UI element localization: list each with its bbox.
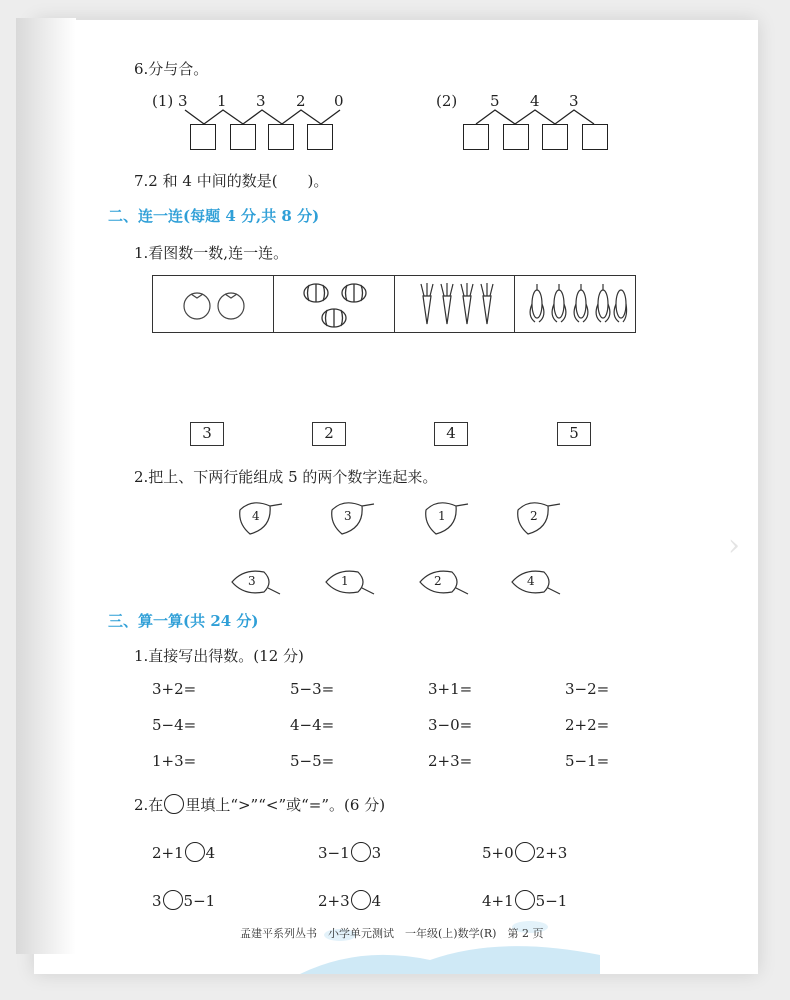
section3-title: 三、算一算(共 24 分) [108, 612, 259, 630]
compare-circle[interactable] [185, 842, 205, 862]
carrot-icon [395, 276, 513, 331]
leaf-top-1-label: 4 [252, 509, 260, 523]
leaf-top-3-label: 1 [438, 509, 446, 523]
compare-circle[interactable] [163, 890, 183, 910]
leaf-bottom-1-label: 3 [248, 574, 256, 588]
corn-icon [515, 276, 633, 331]
compare-right: 4 [205, 844, 216, 862]
calc-2-1[interactable]: 5−4= [152, 716, 197, 734]
leaf-top-1-icon[interactable] [236, 498, 286, 538]
carrot-cell[interactable] [395, 276, 516, 332]
q6-answer-box-4[interactable] [307, 124, 333, 150]
calc-1-4[interactable]: 3−2= [565, 680, 610, 698]
q6-part2-box-4[interactable] [582, 124, 608, 150]
q6-part2-top-2: 4 [530, 92, 540, 110]
compare-circle[interactable] [515, 842, 535, 862]
number-box-1[interactable]: 3 [190, 422, 224, 446]
number-box-3[interactable]: 4 [434, 422, 468, 446]
number-box-4[interactable]: 5 [557, 422, 591, 446]
q6-part2-box-3[interactable] [542, 124, 568, 150]
calc-2-4[interactable]: 2+2= [565, 716, 610, 734]
q6-part2-top-3: 3 [569, 92, 579, 110]
footer-text: 孟建平系列丛书 小学单元测试 一年级(上)数学(R) 第 2 页 [240, 927, 544, 940]
q6-title: 6.分与合。 [134, 60, 209, 78]
compare-circle[interactable] [351, 842, 371, 862]
q6-part1-top-4: 2 [296, 92, 306, 110]
calc-1-1[interactable]: 3+2= [152, 680, 197, 698]
calc-1-3[interactable]: 3+1= [428, 680, 473, 698]
number-box-2[interactable]: 2 [312, 422, 346, 446]
compare-right: 5−1 [535, 892, 568, 910]
compare-left: 3 [152, 892, 162, 910]
compare-1-2 [318, 842, 381, 862]
leaf-top-4-icon[interactable] [514, 498, 564, 538]
section3-q2-suffix: 里填上“>”“<”或“=”。(6 分) [185, 796, 386, 814]
leaf-bottom-3-label: 2 [434, 574, 442, 588]
compare-left: 2+3 [318, 892, 350, 910]
section2-q2: 2.把上、下两行能组成 5 的两个数字连起来。 [134, 468, 438, 486]
compare-left: 3−1 [318, 844, 350, 862]
compare-right: 4 [371, 892, 382, 910]
q6-part1-label: (1) [152, 92, 174, 110]
leaf-bottom-2-label: 1 [341, 574, 349, 588]
q6-answer-box-1[interactable] [190, 124, 216, 150]
leaf-bottom-3-icon[interactable] [418, 566, 474, 598]
calc-3-3[interactable]: 2+3= [428, 752, 473, 770]
compare-left: 4+1 [482, 892, 514, 910]
q7-text: 7.2 和 4 中间的数是( )。 [134, 172, 329, 190]
q6-part2-label: (2) [436, 92, 458, 110]
leaf-bottom-4-label: 4 [527, 574, 535, 588]
leaf-bottom-1-icon[interactable] [230, 566, 286, 598]
circle-icon [164, 794, 184, 814]
compare-2-1 [152, 890, 215, 910]
q6-part2-top-1: 5 [490, 92, 500, 110]
section3-q2-prefix: 2.在 [134, 796, 164, 814]
compare-left: 2+1 [152, 844, 184, 862]
picture-table [152, 275, 636, 333]
q6-part1-top-5: 0 [334, 92, 344, 110]
worksheet-page [34, 20, 758, 974]
q6-part1-top-1: 3 [178, 92, 188, 110]
section3-q2 [134, 794, 385, 815]
calc-2-3[interactable]: 3−0= [428, 716, 473, 734]
compare-right: 3 [371, 844, 382, 862]
compare-1-1 [152, 842, 215, 862]
section2-q1: 1.看图数一数,连一连。 [134, 244, 289, 262]
pumpkin-icon [274, 276, 392, 331]
leaf-top-2-icon[interactable] [328, 498, 378, 538]
q6-answer-box-2[interactable] [230, 124, 256, 150]
leaf-bottom-2-icon[interactable] [324, 566, 380, 598]
compare-1-3 [482, 842, 567, 862]
calc-3-2[interactable]: 5−5= [290, 752, 335, 770]
compare-left: 5+0 [482, 844, 514, 862]
corn-cell[interactable] [515, 276, 635, 332]
q6-part2-box-2[interactable] [503, 124, 529, 150]
leaf-bottom-4-icon[interactable] [510, 566, 566, 598]
q6-split-lines [0, 0, 790, 160]
leaf-top-2-label: 3 [344, 509, 352, 523]
compare-right: 2+3 [535, 844, 568, 862]
leaf-top-4-label: 2 [530, 509, 538, 523]
section3-q1: 1.直接写出得数。(12 分) [134, 647, 304, 665]
section2-title: 二、连一连(每题 4 分,共 8 分) [108, 207, 320, 225]
calc-3-1[interactable]: 1+3= [152, 752, 197, 770]
tomato-icon [153, 276, 271, 331]
calc-2-2[interactable]: 4−4= [290, 716, 335, 734]
calc-3-4[interactable]: 5−1= [565, 752, 610, 770]
pumpkin-cell[interactable] [274, 276, 395, 332]
next-page-chevron-icon[interactable]: › [728, 528, 740, 563]
q6-part2-box-1[interactable] [463, 124, 489, 150]
q6-part1-top-3: 3 [256, 92, 266, 110]
calc-1-2[interactable]: 5−3= [290, 680, 335, 698]
compare-right: 5−1 [183, 892, 216, 910]
q6-part1-top-2: 1 [217, 92, 227, 110]
leaf-top-3-icon[interactable] [422, 498, 472, 538]
q6-answer-box-3[interactable] [268, 124, 294, 150]
tomato-cell[interactable] [153, 276, 274, 332]
